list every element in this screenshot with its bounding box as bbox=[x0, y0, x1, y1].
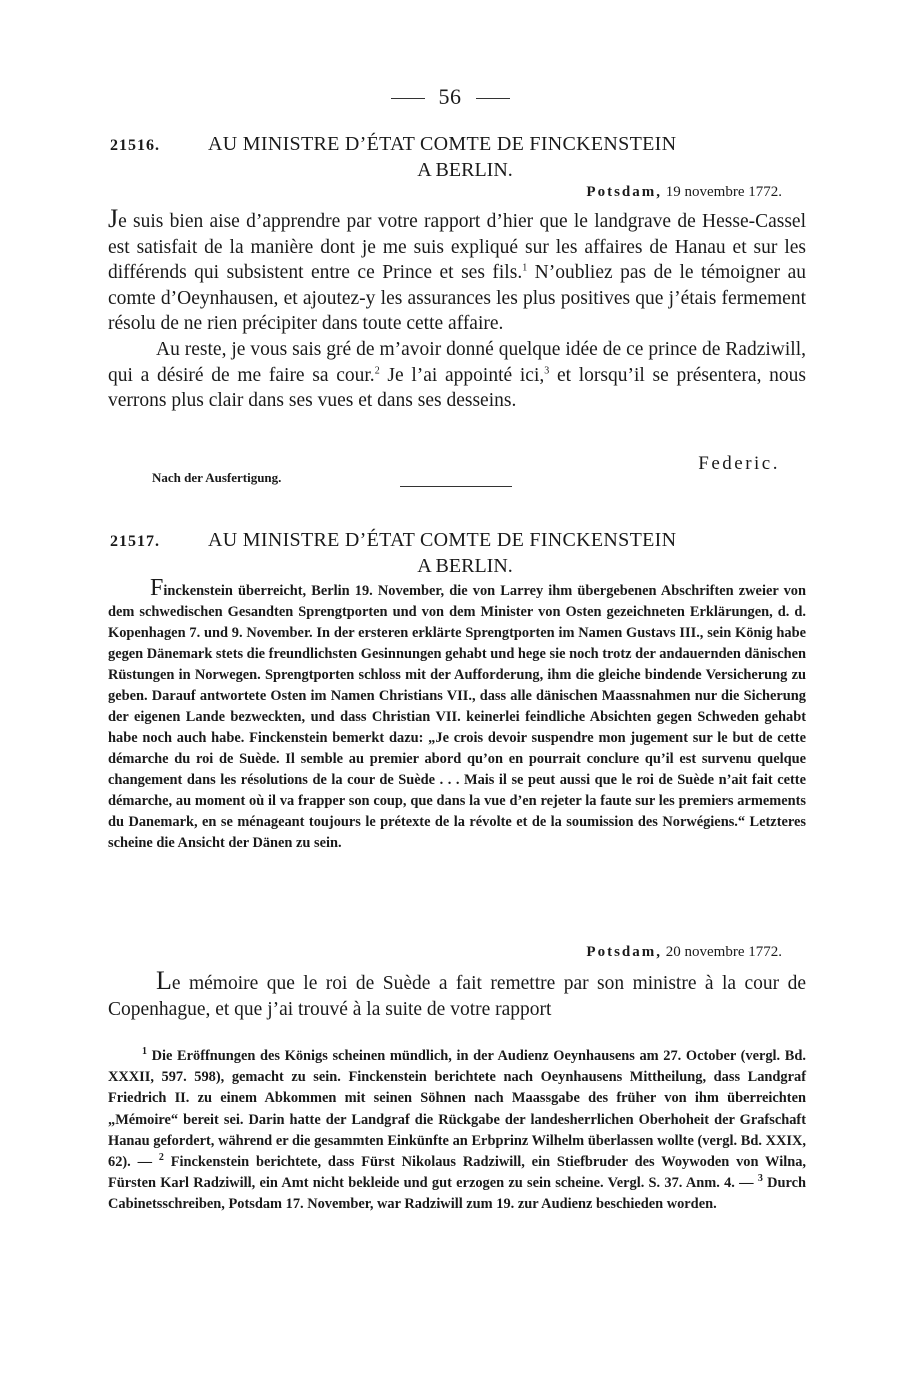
letter-body-21517 bbox=[108, 968, 806, 1022]
dateline-21516 bbox=[586, 184, 782, 201]
paragraph-text: Au reste, je vous sais gré de m’avoir donné quelque idée de ce prince de Radziwill, qui a désiré de me faire sa cour. bbox=[108, 338, 806, 386]
letter-title: AU MINISTRE D’ÉTAT COMTE DE FINCKENSTEIN bbox=[208, 133, 677, 155]
drop-cap: J bbox=[108, 204, 119, 233]
footnote-block bbox=[108, 1046, 806, 1216]
footnote-ref: 3 bbox=[544, 365, 550, 377]
summary-text: inckenstein überreicht, Berlin 19. November, die von Larrey ihm übergebenen Abschriften zweier von dem schwedischen Gesandten Sprengtporten und von dem Minister von Osten gezeichneten Erklärungen, d. d. Kopenhagen 7. und 9. November. In der ersteren erklärte Sprengtporten im Namen Gustavs III., sein König habe gegen Dänemark stets die freundlichsten Gesinnungen gehabt und hege sie noch trotz der andauernden dänischen Rüstungen in Norwegen. Sprengtporten schloss mit der Aufforderung, ihm die gleiche bindende Versicherung zu geben. Darauf antwortete Osten im Namen Christians VII., dass alle dänischen Maassnahmen nur die Sicherung der eigenen Lande bezweckten, und dass Christian VII. keinerlei feindliche Absichten gegen Schweden gehabt habe noch auch habe. Finckenstein bemerkt dazu: „Je crois devoir suspendre mon jugement sur le but de cette démarche du roi de Suède. Il semble au premier abord qu’on en pourrait conclure qu’il est survenu quelque changement dans les résolutions de la cour de Suède . . . Mais il se peut aussi que le roi de Suède n’ait fait cette démarche, au moment où il va frapper son coup, que dans la vue d’en rejeter la faute sur les premiers armements du Danemark, en se ménageant toujours le prétexte de la révolte et de la soumission des Norwégiens.“ Letzteres scheine die Ansicht der Dänen zu sein. bbox=[108, 583, 807, 851]
dateline-date: 20 novembre 1772. bbox=[662, 944, 782, 960]
letter-title: AU MINISTRE D’ÉTAT COMTE DE FINCKENSTEIN bbox=[208, 529, 677, 551]
drop-cap: F bbox=[150, 575, 164, 601]
footnotes bbox=[108, 1046, 806, 1216]
letter-heading-21516 bbox=[110, 132, 800, 182]
letter-number: 21516. bbox=[110, 137, 160, 154]
source-note: Nach der Ausfertigung. bbox=[152, 470, 282, 485]
signature: Federic. bbox=[698, 453, 780, 474]
paragraph-text: et lorsqu’il se présentera, nous verrons plus clair dans ses vues et dans ses desseins. bbox=[108, 364, 806, 412]
dateline-place: Potsdam, bbox=[586, 944, 663, 960]
dateline-21517 bbox=[586, 944, 782, 961]
footnote-marker: 3 bbox=[757, 1173, 763, 1185]
paragraph bbox=[108, 206, 806, 337]
paragraph-text: e suis bien aise d’apprendre par votre rapport d’hier que le landgrave de Hesse-Cassel est satisfait de la manière dont je me suis expliqué sur les affaires de Hanau et sur les différends qui subsistent entre ce Prince et ses fils. bbox=[108, 211, 806, 284]
paragraph-text: N’oubliez pas de le témoigner au comte d’Oeynhausen, et ajoutez-y les assurances les plus positives que j’étais fermement résolu de ne rien précipiter dans toute cette affaire. bbox=[108, 262, 807, 335]
drop-cap: L bbox=[156, 966, 172, 995]
separator-rule bbox=[400, 486, 512, 487]
paragraph bbox=[108, 337, 806, 414]
summary-paragraph bbox=[108, 575, 807, 854]
letter-heading-21517 bbox=[110, 528, 800, 578]
footnote-marker: 1 bbox=[142, 1046, 147, 1058]
page-number-text: 56 bbox=[438, 84, 462, 109]
paragraph bbox=[108, 968, 806, 1022]
paragraph-text: Je l’ai appointé ici, bbox=[379, 364, 545, 386]
letter-number: 21517. bbox=[110, 533, 160, 550]
letter-title-line2: A BERLIN. bbox=[417, 555, 513, 577]
page-number bbox=[0, 84, 900, 110]
footnote-text: Finckenstein berichtete, dass Fürst Nikolaus Radziwill, ein Stiefbruder des Woywoden von Wilna, Fürsten Karl Radziwill, ein Amt nicht bekleide und gut erzogen zu sein scheine. Vergl. S. 37. Anm. 4. — bbox=[108, 1154, 806, 1192]
footnote-text: Die Eröffnungen des Königs scheinen mündlich, in der Audienz Oeynhausens am 27. October (vergl. Bd. XXXII, 597. 598), gemacht zu sein. Finckenstein berichtete nach Oeynhausens Mittheilung, dass Landgraf Friedrich II. zu einem Abkommen mit seinen Söhnen nach Maassgabe des früher von ihm überreichten „Mémoire“ bereit sei. Darin hatte der Landgraf die Rückgabe der landesherrlichen Oberhoheit der Grafschaft Hanau gefordert, während er die gesammten Einkünfte an Erbprinz Wilhelm überlassen wollte (vergl. Bd. XXIX, 62). — bbox=[108, 1048, 806, 1171]
dateline-date: 19 novembre 1772. bbox=[662, 184, 782, 200]
footnote-ref: 1 bbox=[522, 262, 528, 274]
footnote-text: Durch Cabinetsschreiben, Potsdam 17. November, war Radziwill zum 19. zur Audienz beschieden worden. bbox=[108, 1175, 807, 1213]
page-number-dash-right bbox=[476, 98, 510, 99]
letter-summary-21517 bbox=[108, 575, 807, 854]
footnote-ref: 2 bbox=[374, 365, 380, 377]
letter-body-21516 bbox=[108, 206, 806, 414]
letter-title-line2: A BERLIN. bbox=[417, 159, 513, 181]
page-number-dash-left bbox=[391, 98, 425, 99]
footnote-marker: 2 bbox=[158, 1152, 164, 1164]
paragraph-text: e mémoire que le roi de Suède a fait remettre par son ministre à la cour de Copenhague, et que j’ai trouvé à la suite de votre rapport bbox=[108, 973, 806, 1020]
dateline-place: Potsdam, bbox=[586, 184, 663, 200]
